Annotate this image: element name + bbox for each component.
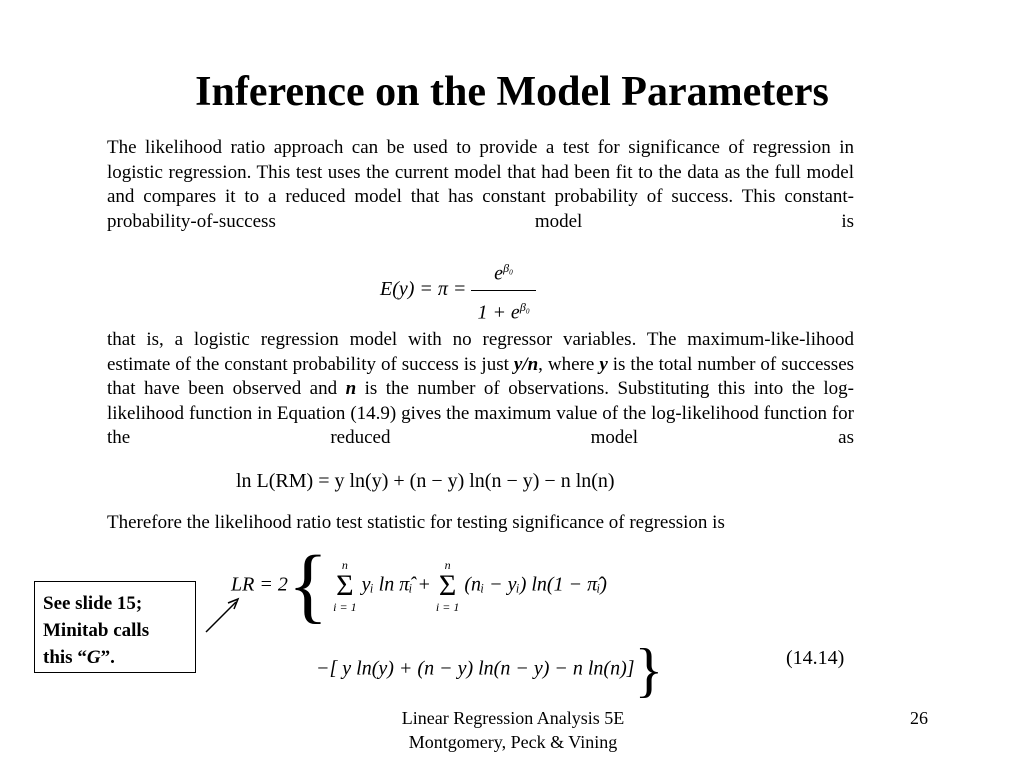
summation-1: n Σ i = 1 bbox=[333, 558, 357, 614]
equation-lr-statistic-line2: −[ y ln(y) + (n − y) ln(n − y) − n ln(n)]} bbox=[316, 637, 664, 703]
lr-term2: (nᵢ − yᵢ) ln(1 − π̂ᵢ) bbox=[464, 573, 607, 596]
right-brace: } bbox=[634, 637, 664, 703]
footer-citation bbox=[368, 706, 658, 754]
paragraph-mle-explanation: that is, a logistic regression model with no regressor variables. The maximum-like-lihood estimate of the constant probability of success is just y/n, where y is the total number of successes that have been observed and n is the number of observations. Substituting this into the log-likelihood function in Equation (14.9) gives the maximum value of the log-likelihood function for the reduced model as bbox=[107, 329, 855, 448]
fraction-numerator: $e^{\beta_0}$ bbox=[494, 261, 514, 285]
y-over-n: y/n bbox=[513, 353, 539, 375]
callout-line2: Minitab calls bbox=[43, 620, 150, 641]
lr-term1: yᵢ ln π̂ᵢ + bbox=[361, 573, 431, 596]
footer-line2: Montgomery, Peck & Vining bbox=[408, 732, 618, 752]
footer-line1: Linear Regression Analysis 5E bbox=[401, 708, 625, 728]
equation-number: (14.14) bbox=[786, 647, 845, 669]
variable-n: n bbox=[345, 378, 357, 399]
lr-lhs: LR = 2 bbox=[231, 573, 288, 596]
equation-reduced-model-loglik: ln L(RM) = y ln(y) + (n − y) ln(n − y) − n ln(n) bbox=[236, 470, 615, 492]
equation-lhs: E(y) = π = bbox=[380, 277, 467, 300]
paragraph-lr-statistic-intro: Therefore the likelihood ratio test statistic for testing significance of regression is bbox=[107, 512, 725, 533]
left-brace: { bbox=[287, 539, 329, 632]
paragraph-likelihood-ratio-intro: The likelihood ratio approach can be used to provide a test for significance of regression in logistic regression. This test uses the current model that had been fit to the data as the full model and compares it to a reduced model that has constant probability of success. This constant-probability-of-success model is bbox=[107, 137, 854, 232]
fraction-denominator: $1 + e^{\beta_0}$ bbox=[471, 290, 536, 325]
callout-line3: this “G”. bbox=[43, 647, 115, 668]
callout-line1: See slide 15; bbox=[43, 593, 143, 614]
summation-2: n Σ i = 1 bbox=[435, 558, 460, 614]
variable-y: y bbox=[599, 353, 608, 375]
page-number: 26 bbox=[910, 708, 928, 728]
slide-title: Inference on the Model Parameters bbox=[195, 69, 829, 115]
